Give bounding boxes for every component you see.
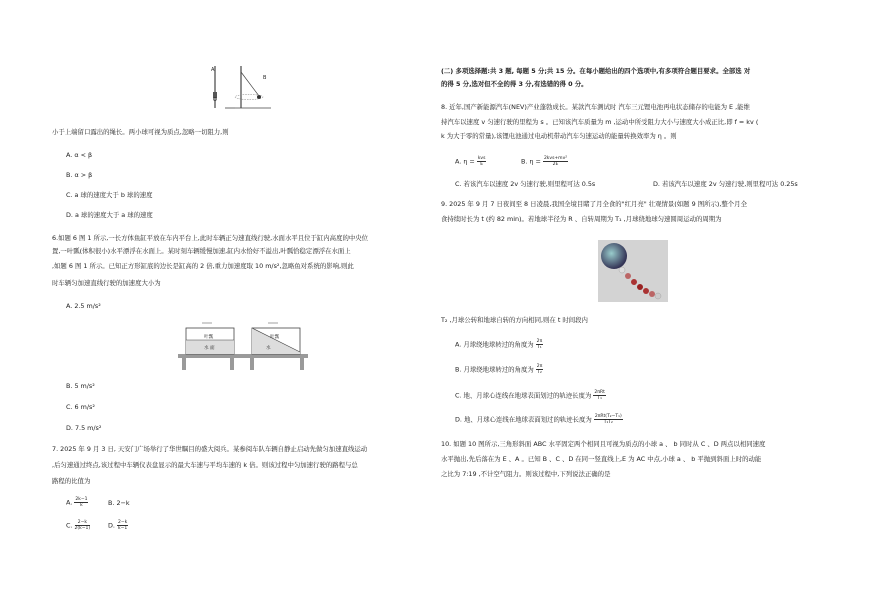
q6-option-c: C. 6 m/s²: [66, 403, 95, 411]
q6-line-3: ,如题 6 图 1 所示。已知正方形缸底的边长是缸高的 2 倍,重力加速度取 10 m/s²,忽略鱼对系统的影响,则此: [52, 262, 354, 270]
q6-option-b: B. 5 m/s²: [66, 382, 95, 390]
q9-lunar-eclipse-figure: [598, 240, 668, 302]
q7-line-2: ,后匀速通过终点,该过程中车辆仪表盘显示的最大车速与平均车速的 k 倍。则该过程中匀加速行驶的路程与总: [52, 461, 358, 469]
q9-line-1: 9. 2025 年 9 月 7 日夜间至 8 日凌晨,我国全境目睹了月全食的"红月亮" 壮观情景(如题 9 图所示),整个月全: [441, 200, 747, 208]
q5-option-a: A. α < β: [66, 151, 93, 159]
q7-option-a: A. $\frac{2k-1}{k}$: [66, 497, 88, 508]
q8-line-3: k 为大于零的常量),该锂电池通过电动机带动汽车匀速运动的能量转换效率为 η 。则: [441, 132, 677, 140]
q8-option-a: A. η = $\frac{\text{kvs}}{E}$: [455, 156, 486, 167]
q6-fig-label-water1: 水 面: [204, 346, 215, 351]
q7-option-d: D. $\frac{2-k}{k-1}$: [108, 520, 128, 531]
q7-line-3: 路程的比值为: [52, 477, 91, 485]
q8-option-c: C. 若该汽车以速度 2v 匀速行驶,则里程可达 0.5s: [455, 180, 596, 188]
q6-fish-tank-figure: [178, 320, 308, 370]
q10-line-3: 之比为 7:19 ,不计空气阻力。则该过程中,下列说法正确的是: [441, 470, 611, 478]
section-title-line-2: 的得 5 分,选对但不全的得 3 分,有选错的得 0 分。: [441, 80, 588, 88]
q5-option-b: B. α > β: [66, 171, 93, 179]
q7-option-b: B. 2−k: [108, 499, 130, 507]
q6-fig-label-leaf2: 叶瓢: [270, 335, 280, 340]
q6-option-a: A. 2.5 m/s²: [66, 302, 101, 310]
q6-line-4: 时车辆匀加速直线行驶的加速度大小为: [52, 279, 161, 287]
q8-option-d: D. 若该汽车以速度 2v 匀速行驶,则里程可达 0.25s: [653, 180, 798, 188]
q6-option-d: D. 7.5 m/s²: [66, 424, 102, 432]
q6-line-1: 6.如题 6 图 1 所示,一长方体鱼缸平放在车内平台上,此时车辆正匀速直线行驶,水面水平且位于缸内高度的中央位: [52, 234, 369, 242]
q9-line-2: 食持续时长为 t (约 82 min)。若地球半径为 R 、自转周期为 T₁ ,月球绕地球匀速圆周运动的周期为: [441, 215, 722, 223]
q5-fig-label-A: A: [211, 67, 215, 73]
q9-option-a: A. 月球绕地球转过的角度为 $\frac{2\pi}{\text{T₁}}$: [455, 339, 543, 350]
q10-line-1: 10. 如题 10 图所示,三角形斜面 ABC 水平固定两个相同且可视为质点的小球 a 、 b 同时从 C 、D 两点以相同速度: [441, 440, 766, 448]
q6-fig-label-water2: 水: [266, 346, 271, 351]
q5-fig-label-O: O: [213, 97, 217, 103]
q9-option-d: D. 地、月球心连线在地球表面划过的轨迹长度为 $\frac{\text{2πRt(T₂−T₁)}}{\text{T₁T₂}}$: [455, 414, 622, 425]
q9-option-b: B. 月球绕地球转过的角度为 $\frac{2\pi}{\text{T₂}}$: [455, 364, 543, 375]
q5-fig-label-B: B: [263, 75, 267, 81]
q8-line-2: 持汽车以速度 v 匀速行驶的里程为 s 。已知该汽车质量为 m ,运动中所受阻力大小与速度大小成正比,即 f = kv (: [441, 118, 759, 126]
section-title-line-1: (二) 多项选择题:共 3 题, 每题 5 分;共 15 分。在每小题给出的四个选项中,有多项符合题目要求。全部选 对: [441, 67, 751, 75]
q9-continuation: T₂ ,月球公转和地球自转的方向相同,则在 t 时间段内: [441, 316, 588, 324]
q6-fig-label-leaf1: 叶瓢: [204, 335, 214, 340]
q8-option-b: B. η = $\frac{\text{2kvs+mv²}}{2E}$: [521, 156, 568, 167]
q5-tail-text: 小于上端留口露出的绳长。两小球可视为质点,忽略一切阻力,则: [52, 128, 229, 136]
q6-line-2: 置,一叶瓢(体积很小)水平漂浮在水面上。某时刻车辆缓慢加速,缸内水恰好不溢出,叶瓢恰稳定漂浮在水面上: [52, 247, 351, 255]
q5-option-c: C. a 球的速度大于 b 球的速度: [66, 191, 153, 199]
q8-line-1: 8. 近年,国产新能源汽车(NEV)产业蓬勃成长。某款汽车测试时 汽车三元锂电池再电状态储存的电能为 E ,能维: [441, 103, 750, 111]
q7-line-1: 7. 2025 年 9 月 3 日, 天安门广场举行了华世瞩目的盛大阅兵。某参阅车队车辆自静止启动先做匀加速直线运动: [52, 445, 368, 453]
q7-option-c: C. $\frac{2-k}{2(k-1)}$: [66, 520, 91, 531]
q9-option-c: C. 地、月球心连线在地球表面划过的轨迹长度为 $\frac{\text{2πRt}}{\text{T₁}}$: [455, 390, 605, 401]
q10-line-2: 水平抛出,先后落在为 E 、A 。已知 B 、C 、D 在同一竖直线上,E 为 AC 中点,小球 a 、 b 平抛到斜面上时的动能: [441, 455, 762, 463]
q5-option-d: D. a 球的速度大于 a 球的速度: [66, 211, 153, 219]
